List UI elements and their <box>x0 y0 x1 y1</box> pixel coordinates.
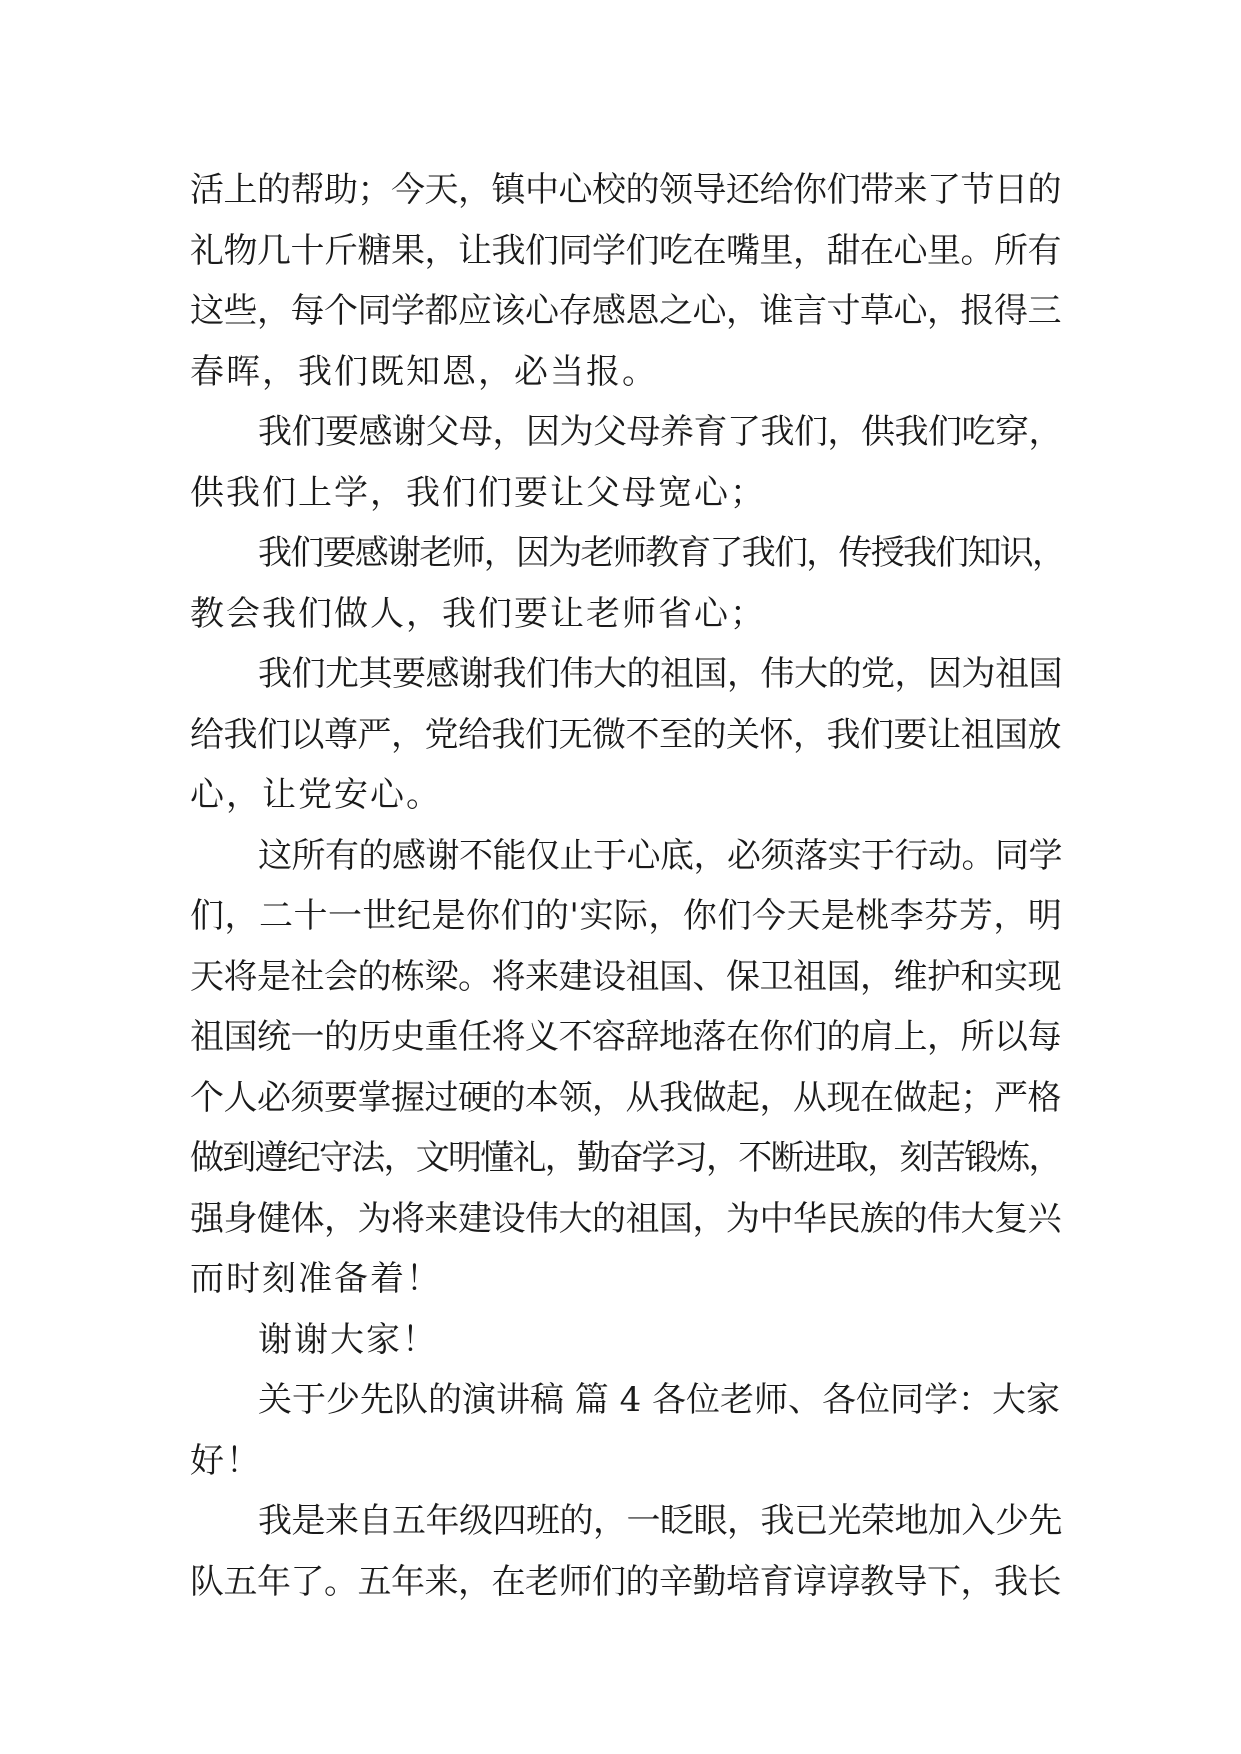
text-line: 心，让党安心。 <box>190 775 442 815</box>
text-line: 祖国统一的历史重任将义不容辞地落在你们的肩上，所以每 <box>190 1017 1061 1057</box>
text-line: 我是来自五年级四班的，一眨眼，我已光荣地加入少先 <box>258 1501 1062 1541</box>
text-line: 而时刻准备着！ <box>190 1259 442 1299</box>
text-line: 们，二十一世纪是你们的'实际，你们今天是桃李芬芳，明 <box>190 896 1063 936</box>
document-body <box>190 160 1065 1612</box>
text-line: 礼物几十斤糖果，让我们同学们吃在嘴里，甜在心里。所有 <box>190 230 1061 271</box>
text-line: 这所有的感谢不能仅止于心底，必须落实于行动。同学 <box>258 835 1062 876</box>
text-line: 给我们以尊严，党给我们无微不至的关怀，我们要让祖国放 <box>190 714 1061 755</box>
text-line: 我们尤其要感谢我们伟大的祖国，伟大的党，因为祖国 <box>258 654 1062 694</box>
text-line: 强身健体，为将来建设伟大的祖国，为中华民族的伟大复兴 <box>190 1198 1061 1239</box>
section-heading-line: 关于少先队的演讲稿 篇 4 各位老师、各位同学：大家 <box>258 1380 1061 1420</box>
text-line: 春晖，我们既知恩，必当报。 <box>190 351 658 392</box>
text-line: 我们要感谢老师，因为老师教育了我们，传授我们知识， <box>258 533 1065 573</box>
text-line: 这些，每个同学都应该心存感恩之心，谁言寸草心，报得三 <box>190 291 1061 331</box>
text-line: 做到遵纪守法，文明懂礼，勤奋学习，不断进取，刻苦锻炼， <box>190 1138 1061 1178</box>
text-line: 谢谢大家！ <box>258 1319 438 1360</box>
text-line: 供我们上学，我们们要让父母宽心； <box>190 472 766 513</box>
text-line: 活上的帮助；今天，镇中心校的领导还给你们带来了节日的 <box>190 170 1061 210</box>
text-line: 我们要感谢父母，因为父母养育了我们，供我们吃穿， <box>258 412 1062 452</box>
text-line: 好！ <box>190 1440 262 1481</box>
text-line: 个人必须要掌握过硬的本领，从我做起，从现在做起；严格 <box>190 1077 1061 1118</box>
text-line: 教会我们做人，我们要让老师省心； <box>190 593 766 634</box>
text-line: 队五年了。五年来，在老师们的辛勤培育谆谆教导下，我长 <box>190 1561 1061 1602</box>
text-line: 天将是社会的栋梁。将来建设祖国、保卫祖国，维护和实现 <box>190 956 1061 997</box>
